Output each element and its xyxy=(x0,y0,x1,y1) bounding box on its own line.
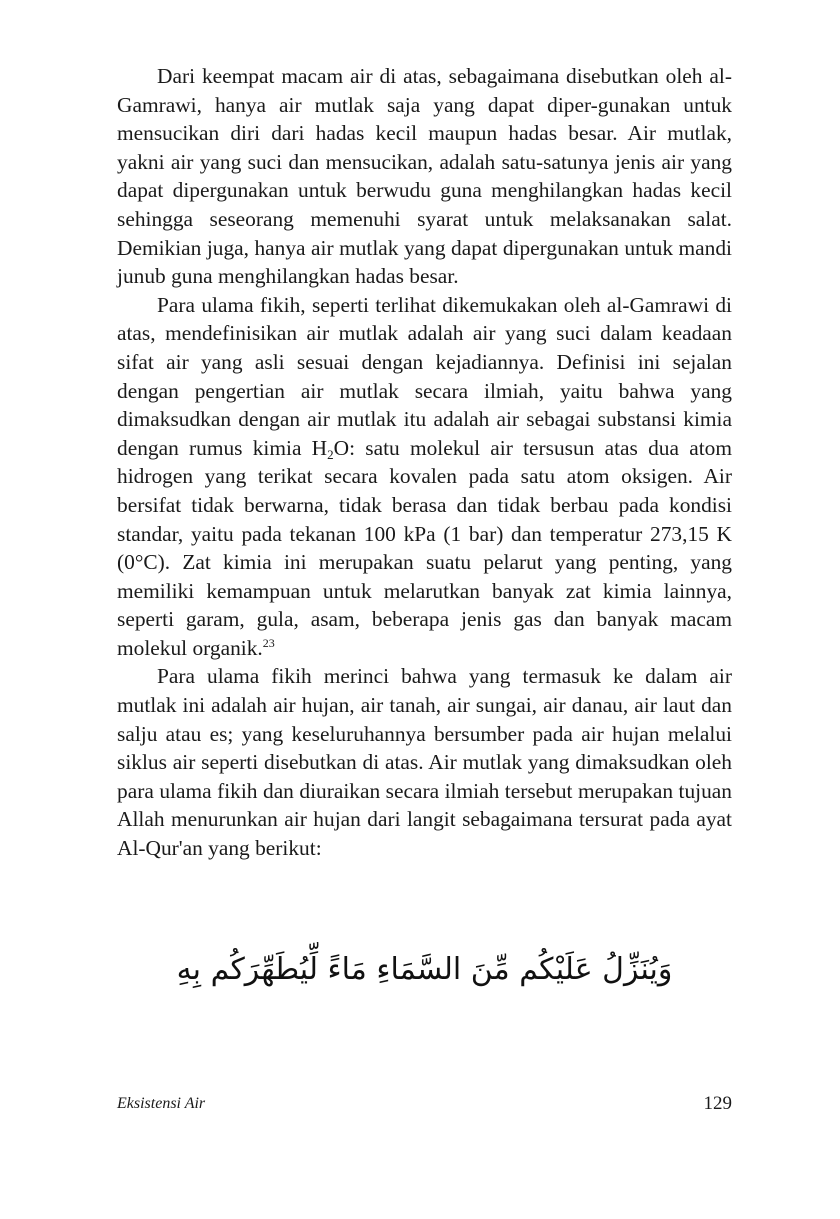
subscript-2: 2 xyxy=(327,446,334,462)
paragraph-2-part-a: Para ulama fikih, seperti terlihat dikemukakan oleh al-Gamrawi di atas, mendefinisikan air mutlak adalah air yang suci dalam keadaan sifat air yang asli sesuai dengan kejadiannya. Definisi ini sejalan dengan pengertian air mutlak secara ilmiah, yaitu bahwa yang dimaksudkan dengan air mutlak itu adalah air sebagai substansi kimia dengan rumus kimia H xyxy=(117,292,732,460)
footer-title: Eksistensi Air xyxy=(117,1095,206,1112)
body-text xyxy=(117,62,732,863)
paragraph-3: Para ulama fikih merinci bahwa yang termasuk ke dalam air mutlak ini adalah air hujan, air tanah, air sungai, air danau, air laut dan salju atau es; yang keseluruhannya bersumber pada air hujan melalui siklus air seperti disebutkan di atas. Air mutlak yang dimaksudkan oleh para ulama fikih dan diuraikan secara ilmiah tersebut merupakan tujuan Allah menurunkan air hujan dari langit sebagaimana tersurat pada ayat Al-Qur'an yang berikut: xyxy=(117,664,732,861)
footnote-marker[interactable]: 23 xyxy=(262,635,275,650)
quran-verse: وَيُنَزِّلُ عَلَيْكُم مِّنَ السَّمَاءِ مَاءً لِّيُطَهِّرَكُم بِهِ xyxy=(176,952,673,987)
page-number: 129 xyxy=(703,1093,732,1114)
paragraph-2 xyxy=(117,291,732,663)
paragraph-1: Dari keempat macam air di atas, sebagaimana disebutkan oleh al-Gamrawi, hanya air mutlak saja yang dapat diper-gunakan untuk mensucikan diri dari hadas kecil maupun hadas besar. Air mutlak, yakni air yang suci dan mensucikan, adalah satu-satunya jenis air yang dapat dipergunakan untuk berwudu guna menghilangkan hadas kecil sehingga seseorang memenuhi syarat untuk melaksanakan salat. Demikian juga, hanya air mutlak yang dapat dipergunakan untuk mandi junub guna menghilangkan hadas besar. xyxy=(117,64,732,289)
paragraph-2-part-b: O: satu molekul air tersusun atas dua atom hidrogen yang terikat secara kovalen pada satu atom oksigen. Air bersifat tidak berwarna, tidak berasa dan tidak berbau pada kondisi standar, yaitu pada tekanan 100 kPa (1 bar) dan temperatur 273,15 K (0°C). Zat kimia ini merupakan suatu pelarut yang penting, yang memiliki kemampuan untuk melarutkan banyak zat kimia lainnya, seperti garam, gula, asam, beberapa jenis gas dan banyak macam molekul organik. xyxy=(117,435,733,660)
